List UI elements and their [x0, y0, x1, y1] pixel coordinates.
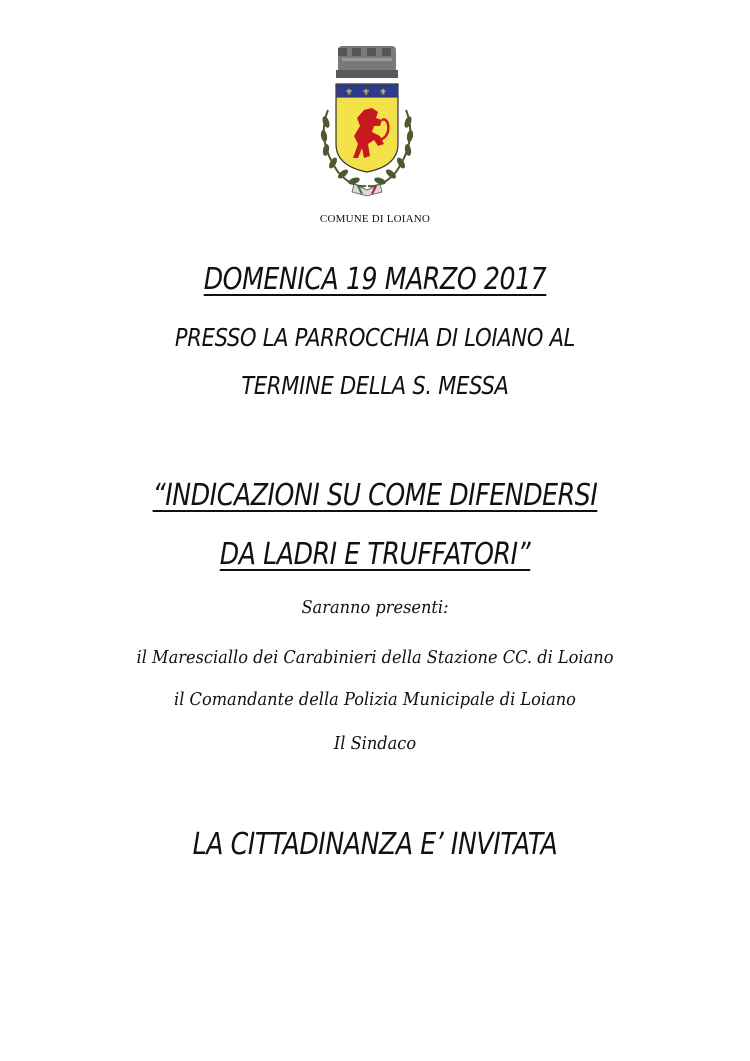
event-location-line2: TERMINE DELLA S. MESSA [241, 371, 509, 400]
event-location-line1: PRESSO LA PARROCCHIA DI LOIANO AL [174, 323, 576, 352]
topic-line1: “INDICAZIONI SU COME DIFENDERSI [152, 478, 598, 513]
event-date: DOMENICA 19 MARZO 2017 [203, 262, 547, 297]
svg-text:⚜: ⚜ [379, 88, 388, 98]
speaker-sindaco: Il Sindaco [333, 733, 417, 754]
comune-caption: COMUNE DI LOIANO [319, 213, 431, 225]
svg-text:⚜: ⚜ [362, 88, 371, 98]
speaker-carabinieri: il Maresciallo dei Carabinieri della Stazione CC. di Loiano [136, 647, 614, 668]
invitation-text: LA CITTADINANZA E’ INVITATA [192, 827, 558, 862]
topic-line2: DA LADRI E TRUFFATORI” [219, 537, 531, 572]
speakers-heading: Saranno presenti: [301, 597, 449, 618]
comune-coat-of-arms [308, 40, 426, 198]
speaker-polizia-municipale: il Comandante della Polizia Municipale di Loiano [174, 689, 576, 710]
ribbon-icon [352, 184, 382, 196]
svg-text:⚜: ⚜ [345, 88, 354, 98]
crown-icon [336, 46, 398, 78]
